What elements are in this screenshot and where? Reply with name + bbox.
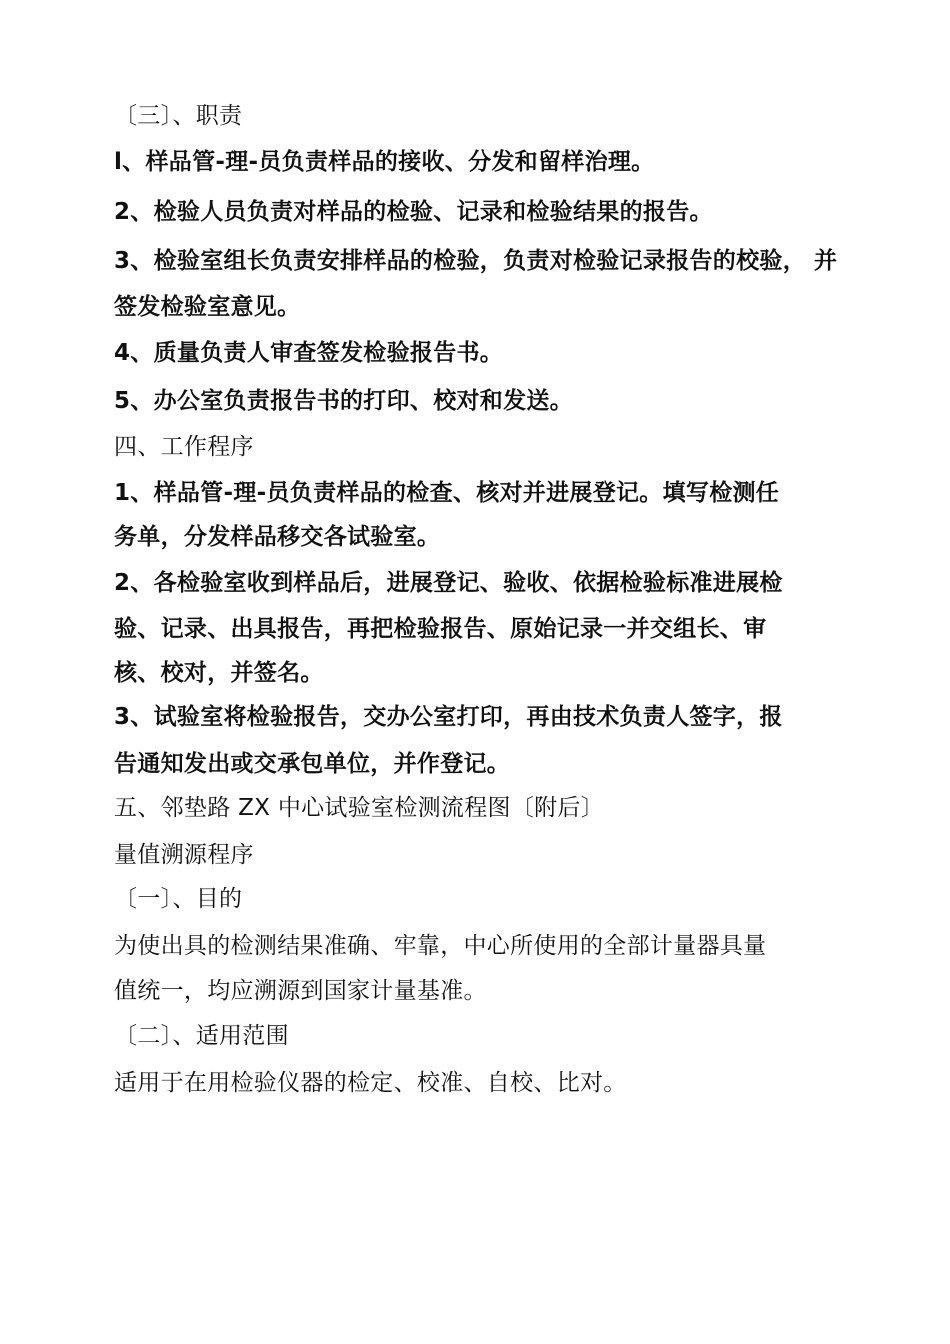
duty-item-3: 3、检验室组长负责安排样品的检验，负责对检验记录报告的校验， [114, 248, 807, 274]
duty-item-3-continued: 签发检验室意见。 [114, 294, 301, 320]
section-5-heading: 五、邻垫路 ZX 中心试验室检测流程图〔附后〕 [114, 795, 605, 821]
section-4-heading: 四、工作程序 [114, 434, 254, 460]
procedure-line-2: 务单，分发样品移交各试验室。 [114, 524, 441, 550]
procedure-line-7: 告通知发出或交承包单位，并作登记。 [114, 751, 511, 777]
procedure-line-4: 验、记录、出具报告，再把检验报告、原始记录一并交组长、审 [114, 616, 767, 642]
duty-item-5: 5、办公室负责报告书的打印、校对和发送。 [114, 388, 574, 414]
duty-item-3-tail: 并 [814, 248, 838, 274]
duty-item-2: 2、检验人员负责对样品的检验、记录和检验结果的报告。 [114, 199, 713, 225]
purpose-line-2: 值统一，均应溯源到国家计量基准。 [114, 978, 487, 1004]
procedure-line-6: 3、试验室将检验报告，交办公室打印，再由技术负责人签字，报 [114, 704, 783, 730]
section-3-heading: 〔三〕、职责 [114, 103, 243, 129]
procedure-line-1: 1、样品管-理-员负责样品的检查、核对并进展登记。填写检测任 [114, 480, 780, 506]
duty-item-4: 4、质量负责人审查签发检验报告书。 [114, 340, 504, 366]
purpose-line-1: 为使出具的检测结果准确、牢靠，中心所使用的全部计量器具量 [114, 933, 767, 959]
scope-heading: 〔二〕、适用范围 [114, 1023, 289, 1049]
procedure-line-5: 核、校对，并签名。 [114, 660, 324, 686]
scope-text: 适用于在用检验仪器的检定、校准、自校、比对。 [114, 1070, 627, 1096]
duty-item-1: l、样品管-理-员负责样品的接收、分发和留样治理。 [114, 149, 655, 175]
purpose-heading: 〔一〕、目的 [114, 886, 243, 912]
procedure-line-3: 2、各检验室收到样品后，进展登记、验收、依据检验标准进展检 [114, 570, 783, 596]
traceability-title: 量值溯源程序 [114, 842, 254, 868]
